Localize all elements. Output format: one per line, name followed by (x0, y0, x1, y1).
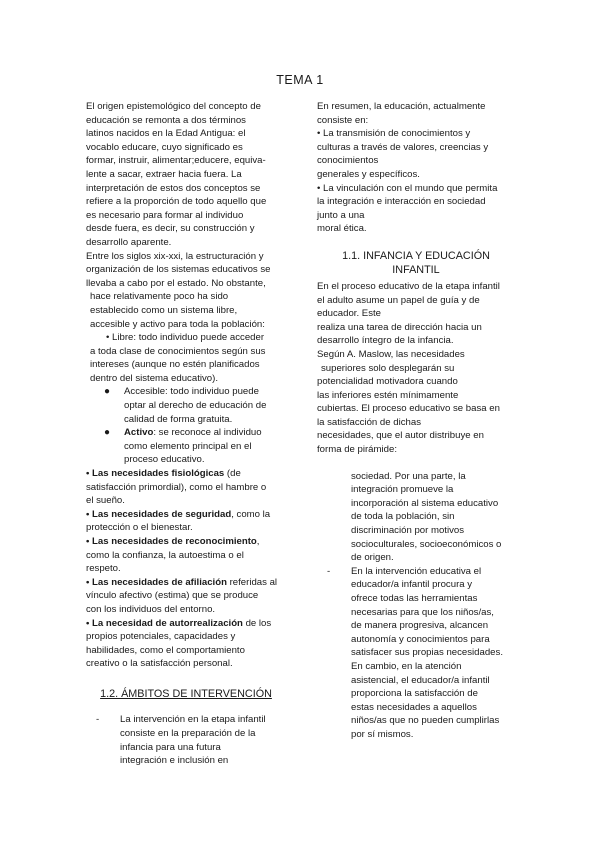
text-line: discriminación por motivos (351, 525, 465, 537)
text-line: asistencial, el educador/a infantil (351, 674, 490, 686)
text-line: organización de los sistemas educativos se (86, 264, 271, 276)
section-heading-infancia (317, 249, 515, 278)
text-line: satisfacción primordial), como el hambre o (86, 481, 267, 493)
text-line: intereses (aunque no estén planificados (90, 359, 260, 371)
needs-list (86, 467, 286, 671)
text-line: con los individuos del entorno. (86, 603, 216, 615)
bullet-icon: ● (104, 386, 111, 398)
text-line: culturas a través de valores, creencias y (317, 141, 489, 153)
text-line: integración promueve la (351, 484, 454, 496)
text-line: vínculo afectivo (estima) que se produce (86, 590, 259, 602)
text-line: estas necesidades a aquellos (351, 701, 477, 713)
text-line: es necesario para formar al individuo (86, 209, 244, 221)
text-span: de los (242, 617, 272, 629)
text-line: niños/as que no pueden cumplirlas (351, 715, 500, 727)
text-line: conocimientos (317, 155, 379, 167)
text-line: establecido como un sistema libre, (90, 304, 238, 316)
text-line: superiores solo desplegarán su (321, 362, 455, 374)
text-line: realiza una tarea de dirección hacia un (317, 321, 482, 333)
text-line: potencialidad motivadora cuando (317, 376, 458, 388)
text-line: forma de pirámide: (317, 444, 397, 456)
accesible-item (86, 385, 286, 426)
text-line: habilidades, como el comportamiento (86, 644, 245, 656)
dash-marker: - (327, 565, 331, 577)
text-line (124, 426, 286, 440)
text-line: calidad de forma gratuita. (124, 413, 233, 425)
dash-item-intervention (86, 713, 286, 767)
text-line: accesible y activo para toda la población: (90, 318, 265, 330)
text-line: vocablo educare, cuyo significado es (86, 141, 243, 153)
text-line: integración e inclusión en (120, 755, 229, 767)
text-span: (de (224, 468, 241, 480)
text-line: En cambio, en la atención (351, 660, 462, 672)
text-line: a toda clase de conocimientos según sus (90, 345, 266, 357)
text-line: llevaba a cabo por el estado. No obstante, (86, 277, 266, 289)
bold-lead: • La necesidad de autorrealización (86, 617, 243, 629)
text-line: las inferiores estén mínimamente (317, 389, 459, 401)
text-line: por sí mismos. (351, 728, 414, 740)
text-line: Según A. Maslow, las necesidades (317, 348, 465, 360)
text-line: educador. Este (317, 308, 382, 320)
text-line: respeto. (86, 563, 121, 575)
text-line: como elemento principal en el (124, 440, 252, 452)
text-line: lente a sacar, extraer hacia fuera. La (86, 168, 242, 180)
bold-lead: • Las necesidades fisiológicas (86, 468, 225, 480)
text-line: desarrollo aparente. (86, 236, 172, 248)
text-line: la satisfacción de dichas (317, 416, 421, 428)
text-line: • La vinculación con el mundo que permita (317, 182, 498, 194)
text-line: proceso educativo. (124, 454, 205, 466)
text-line: hace relativamente poco ha sido (90, 291, 229, 303)
text-line: En resumen, la educación, actualmente (317, 101, 486, 112)
dash-marker: - (96, 714, 100, 726)
text-line: Accesible: todo individuo puede (124, 386, 259, 398)
text-line: cubiertas. El proceso educativo se basa en (317, 403, 500, 415)
text-line: propios potenciales, capacidades y (86, 631, 236, 643)
right-column (317, 100, 515, 742)
text-line: infancia para una futura (120, 741, 221, 753)
text-line: necesarias para que los niños/as, (351, 606, 494, 618)
bold-lead: • Las necesidades de reconocimiento (86, 536, 257, 547)
text-line: consiste en: (317, 114, 369, 126)
text-line: el adulto asume un papel de guía y de (317, 294, 480, 306)
text-line: • Libre: todo individuo puede acceder (106, 332, 265, 344)
dash-item-educator (317, 565, 515, 742)
need-item-security (86, 508, 286, 535)
text-line: ofrece todas las herramientas (351, 593, 478, 604)
text-span: , como la (231, 508, 271, 520)
libre-item (86, 331, 286, 385)
section-heading-ambitos: 1.2. ÁMBITOS DE INTERVENCIÓN (100, 687, 272, 700)
bullet-icon: ● (104, 427, 111, 439)
summary-paragraph (317, 100, 515, 236)
activo-item (86, 426, 286, 467)
infancia-paragraph (317, 280, 515, 457)
text-line: En el proceso educativo de la etapa infantil (317, 280, 500, 292)
text-line: de toda la población, sin (351, 511, 455, 523)
text-line: incorporación al sistema educativo (351, 497, 499, 509)
text-line: como la confianza, la autoestima o el (86, 549, 244, 561)
text-line: proporciona la satisfacción de (351, 688, 478, 700)
text-line: refiere a la proporción de todo aquello que (86, 196, 267, 208)
text-line: autonomía y conocimientos para (351, 633, 490, 645)
text-line: Entre los siglos xix-xxi, la estructuración y (86, 250, 264, 262)
heading-line: INFANTIL (392, 264, 440, 277)
text-line: generales y específicos. (317, 168, 420, 180)
text-line: • La transmisión de conocimientos y (317, 128, 471, 140)
text-line: sociedad. Por una parte, la (351, 470, 466, 482)
text-line: moral ética. (317, 223, 367, 235)
text-line: La intervención en la etapa infantil (120, 714, 266, 726)
text-line: satisfacer sus propias necesidades. (351, 647, 503, 659)
bold-lead: • Las necesidades de seguridad (86, 508, 232, 520)
text-span: : se reconoce al individuo (153, 427, 262, 439)
continuation-paragraph (317, 470, 515, 565)
need-item-recognition (86, 535, 286, 576)
intro-paragraph (86, 100, 286, 331)
text-line: latinos nacidos en la Edad Antigua: el (86, 128, 246, 140)
bold-lead: Activo (124, 427, 154, 439)
text-span: , (256, 536, 260, 547)
text-line: la integración e interacción en sociedad (317, 196, 486, 208)
text-line: educación se remonta a dos términos (86, 114, 246, 126)
text-line: El origen epistemológico del concepto de (86, 101, 261, 112)
text-line: consiste en la preparación de la (120, 728, 256, 740)
left-column (86, 100, 286, 768)
text-line: desde fuera, es decir, su construcción y (86, 223, 255, 235)
text-line: socioculturales, socioeconómicos o (351, 538, 502, 550)
text-line: En la intervención educativa el (351, 565, 482, 577)
text-line: educador/a infantil procura y (351, 579, 473, 591)
bold-lead: • Las necesidades de afiliación (86, 576, 227, 588)
text-line: optar al derecho de educación de (124, 400, 267, 412)
text-line: formar, instruir, alimentar;educere, equiva- (86, 155, 266, 167)
need-item-affiliation (86, 576, 286, 617)
text-line: protección o el bienestar. (86, 522, 193, 534)
heading-line: 1.1. INFANCIA Y EDUCACIÓN (342, 249, 490, 262)
text-line: de origen. (351, 552, 394, 564)
text-line: necesidades, que el autor distribuye en (317, 430, 484, 442)
text-line: dentro del sistema educativo). (90, 372, 218, 384)
page-title: TEMA 1 (276, 73, 324, 87)
need-item-self-realization (86, 617, 286, 671)
text-line: desarrollo íntegro de la infancia. (317, 335, 454, 347)
text-span: referidas al (226, 576, 278, 588)
text-line: el sueño. (86, 495, 125, 507)
text-line: interpretación de estos dos conceptos se (86, 182, 261, 194)
text-line: junto a una (317, 209, 365, 221)
text-line: de manera progresiva, alcancen (351, 620, 489, 632)
need-item-physiological (86, 467, 286, 508)
text-line: creativo o la satisfacción personal. (86, 658, 233, 670)
